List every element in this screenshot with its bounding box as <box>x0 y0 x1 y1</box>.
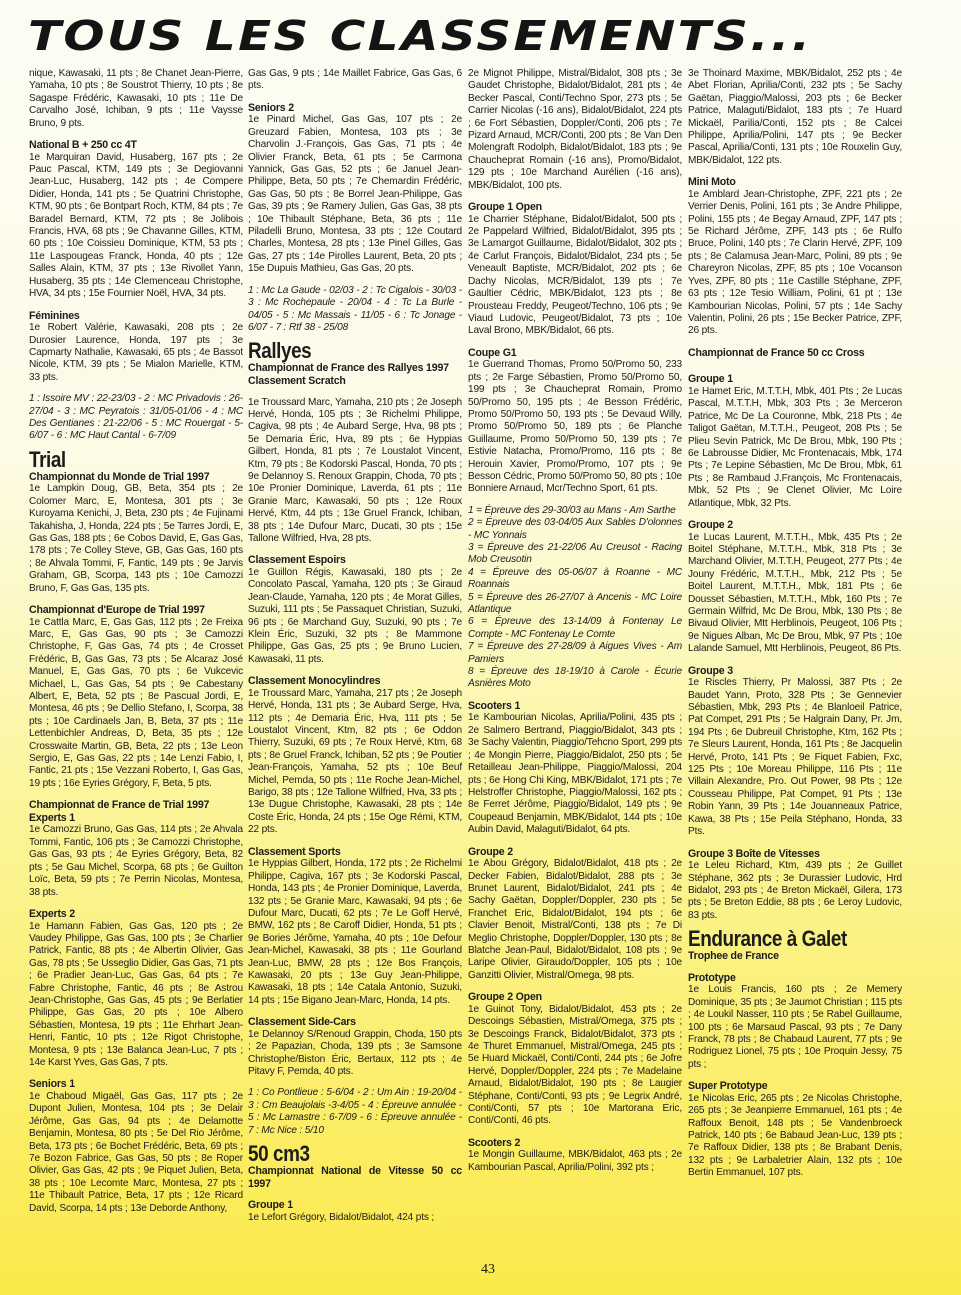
event-notes: 1 : Mc La Gaude - 02/03 - 2 : Tc Cigalois - 30/03 - 3 : Mc Rochepaule - 20/04 - 4 : Tc La Burle - 04/05 - 5 : Mc Massais - 11/05 - 6 : Tc Jonage - 6/07 - 7 : Rtf 38 - 25/08 <box>248 284 462 333</box>
section-heading: Groupe 2 Open <box>468 991 542 1004</box>
section-heading: Classement Sports <box>248 845 341 858</box>
section-heading: Groupe 1 Open <box>468 201 542 214</box>
section-heading: Seniors 2 <box>248 101 294 114</box>
section-heading: Coupe G1 <box>468 346 517 359</box>
results-text: 1e Marquiran David, Husaberg, 167 pts ; 2e Pauc Pascal, KTM, 149 pts ; 3e Degiovanni Jean-Luc, Husaberg, 142 pts ; 4e Compere Didier, Honda, 141 pts ; 5e Quatrini Christophe, KTM, 90 pts ; 6e Bontpart Roch, KTM, 84 pts ; 7e Baradel Bernard, KTM, 72 pts ; 8e Jolibois Francis, HVA, 68 pts ; 9e Chavanne Gilles, KTM, 60 pts ; 10e Coissieu Dominique, KTM, 53 pts ; 11e Laspougeas Franck, Honda, 40 pts ; 12e Salles Alain, KTM, 37 pts ; 13e Rivollet Yann, Husaberg, 35 pts ; 14e Clemenceau Christophe, HVA, 34 pts ; 15e Fournier Noël, HVA, 34 pts. <box>29 151 243 300</box>
results-text: 1e Kambourian Nicolas, Aprilia/Polini, 435 pts ; 2e Salmero Bertrand, Piaggio/Bidalot, 343 pts ; 3e Sachy Valentin, Piaggio/Tehcno Sport, 299 pts ; 4e Mongin Pierre, Piaggio/Bidalot, 250 pts ; 5e Retailleau Jean-Philippe, Piaggio/Malossi, 204 pts ; 6e Hong Chi King, MBK/Bidalot, 171 pts ; 7e Helstroffer Christophe, Piaggio/Malossi, 162 pts ; 8e Ferret Jérôme, Piaggio/Bidalot, 149 pts ; 9e Coupeaud Benjamin, MBK/Bidalot, 144 pts ; 10e Aubin David, Malaguti/Bidalot, 64 pts. <box>468 712 682 836</box>
event-notes: 1 = Épreuve des 29-30/03 au Mans - Am Sarthe <box>468 504 676 516</box>
results-text: 1e Amblard Jean-Christophe, ZPF, 221 pts ; 2e Verrier Denis, Polini, 161 pts ; 3e Andre Philippe, Polini, 155 pts ; 4e Begay Arnaud, ZPF, 147 pts ; 5e Richard Jérôme, ZPF, 143 pts ; 6e Rulfo Bruce, Polini, 140 pts ; 7e Clarin Hervé, ZPF, 109 pts ; 8e Calamusa Jean-Marc, Polini, 89 pts ; 9e Chareyron Nicolas, ZPF, 85 pts ; 10e Vocanson Yves, ZPF, 80 pts ; 11e Castille Stéphane, ZPF, 63 pts ; 12e Tesio William, Polini, 61 pt ; 13e Kambourian Nicolas, Polini, 57 pts ; 14e Sachy Valentin, Polini, 26 pts ; 15e Becker Patrice, ZPF, 26 pts. <box>688 188 902 337</box>
results-text: 1e Lucas Laurent, M.T.T.H., Mbk, 435 Pts ; 2e Boitel Stéphane, M.T.T.H., Mbk, 318 Pts ; 3e Marchand Olivier, M.T.T.H, Peugeot, 277 Pts ; 4e Jouny Frédéric, M.T.T.H., Mbk, 212 Pts ; 5e Boitel Laurent, M.T.T.H., Mbk, 181 Pts ; 6e Dousset Sébastien, M.T.T.H., Mbk, 160 Pts ; 7e Germain Wilfrid, Mc De Brou, Mbk, 130 Pts ; 8e Bivaud Olivier, Mtt Herblinois, Peugeot, 106 Pts ; 9e Nigues Alban, Mc De Brou, Mbk, 97 Pts ; 10e Lalande Samuel, Mtt Herblinois, Peugeot, 86 Pts. <box>688 531 902 655</box>
results-text: 1e Charrier Stéphane, Bidalot/Bidalot, 500 pts ; 2e Pappelard Wilfried, Bidalot/Bidalot, 395 pts ; 3e Lamargot Guillaume, Bidalot/Bidalot, 302 pts ; 4e Carlut François, Bidalot/Bidalot, 234 pts ; 5e Veneault Baptiste, MCR/Bidalot, 202 pts ; 6e Dachy Nicolas, MCR/Bidalot, 139 pts ; 7e Gaultier Cédric, MBK/Bidalot, 123 pts ; 8e Prousteau Freddy, Peugeot/Techno, 106 pts ; 9e Viaud Ludovic, Peugeot/Bidalot, 73 pts ; 10e Laval Brono, MBK/Bidalot, 66 pts. <box>468 213 682 337</box>
section-heading: Féminines <box>29 309 80 322</box>
section-heading: National B + 250 cc 4T <box>29 139 137 152</box>
results-text: 1e Guerrand Thomas, Promo 50/Promo 50, 233 pts ; 2e Farge Sébastien, Promo 50/Promo 50, 199 pts ; 3e Chaucheprat Romain, Promo 50/Promo 50, 195 pts ; 4e Besson Frédéric, Promo 50/Promo 50, 193 pts ; 5e Devaud Willy, Promo 50/Promo 50, 189 pts ; 6e Planche Guillaume, Promo 50/Promo 50, 139 pts ; 7e Estivie Natacha, Promo/Promo, 116 pts ; 8e Herouin Xavier, Promo/Promo, 107 pts ; 9e Besson Cédric, Promo 50/Promo 50, 80 pts ; 10e Bonniere Arnaud, Mcr/Techno Sport, 61 pts. <box>468 359 682 495</box>
results-text: 1e Abou Grégory, Bidalot/Bidalot, 418 pts ; 2e Decker Fabien, Bidalot/Bidalot, 288 pts ; 3e Brunet Laurent, Bidalot/Bidalot, 241 pts ; 4e Sachy Gaëtan, Doppler/Doppler, 230 pts ; 5e Franchet Eric, Bidalot/Bidalot, 194 pts ; 6e Clavier Benoit, Mistral/Conti, 138 pts ; 7e Di Meglio Christophe, Doppler/Doppler, 130 pts ; 8e Blatche Jean-Paul, Bidalot/Bidalot, 108 pts ; 9e Laripe Olivier, Giraudo/Doppler, 105 pts ; 10e Ganzitti Olivier, Mistral/Omega, 98 pts. <box>468 858 682 981</box>
event-notes: 1 : Issoire MV : 22-23/03 - 2 : MC Privadovis : 26-27/04 - 3 : MC Peyratois : 31/05-01/06 - 4 : MC Des Gentianes : 21-22/06 - 5 : MC Rouergat - 5-6/07 - 6 : MC Haut Cantal - 6-7/09 <box>29 393 243 442</box>
event-notes: 6 = Épreuve des 13-14/09 à Fontenay Le Compte - MC Fontenay Le Comte <box>468 616 682 640</box>
results-text: 1e Hamann Fabien, Gas Gas, 120 pts ; 2e Vaudey Philippe, Gas Gas, 100 pts ; 3e Charlier Patrick, Fantic, 88 pts ; 4e Albertin Olivier, Gas Gas, 78 pts ; 5e Usseglio Didier, Gas Gas, 71 pts ; 6e Pradier Jean-Luc, Gas Gas, 64 pts ; 7e Fabre Christophe, Fantic, 46 pts ; 8e Astrou Jean-Christophe, Gas Gas, 45 pts ; 9e Berlatier Philippe, Gas Gas, 20 pts ; 10e Albero Sébastien, Montesa, 19 pts ; 11e Ehrhart Jean-Henri, Fantic, 10 pts ; 12e Rigot Christophe, Montesa, 9 pts ; 13e Balanca Jean-Luc, 7 pts ; 14e Karst Yves, Gas Gas, 7 pts. <box>29 920 243 1068</box>
section-heading: Seniors 1 <box>29 1078 75 1091</box>
results-text: 3e Thoinard Maxime, MBK/Bidalot, 252 pts ; 4e Abet Florian, Aprilia/Conti, 232 pts ; 5e Sachy Gaëtan, Piaggio/Malossi, 203 pts ; 6e Becker Patrice, Malaguti/Bidalot, 183 pts ; 7e Huard Mickaël, Parilia/Conti, 152 pts ; 8e Calcei Philippe, Aprilia/Polini, 147 pts ; 9e Becker Pascal, Aprilia/Conti, 131 pts ; 10e Rouxelin Guy, MBK/Bidalot, 122 pts. <box>688 68 902 166</box>
results-text: 1e Pinard Michel, Gas Gas, 107 pts ; 2e Greuzard Fabien, Montesa, 103 pts ; 3e Charvolin J.-François, Gas Gas, 71 pts ; 4e Olivier Franck, Beta, 61 pts ; 5e Carmona Yannick, Gas Gas, 52 pts ; 6e Januel Jean-Philippe, Beta, 50 pts ; 7e Chemardin Frédéric, Gas Gas, 50 pts ; 8e Borrel Jean-Philippe, Gas Gas, 39 pts ; 9e Ramery Julien, Gas Gas, 38 pts ; 10e Thibault Stéphane, Beta, 36 pts ; 11e Piladelli Bruno, Montesa, 33 pts ; 12e Coutard Charles, Montesa, 28 pts ; 13e Pinel Gilles, Gas Gas, 27 pts ; 14e Pirolles Laurent, Beta, 20 pts ; 15e Dupuis Mathieu, Gas Gas, 20 pts. <box>248 114 462 275</box>
page-title: TOUS LES CLASSEMENTS... <box>28 12 813 60</box>
section-heading: Mini Moto <box>688 176 736 189</box>
results-text: nique, Kawasaki, 11 pts ; 8e Chanet Jean-Pierre, Yamaha, 10 pts ; 8e Soustrot Thierry, 10 pts ; 8e Sagaspe Frédéric, Kawasaki, 10 pts ; 11e De Carvalho José, Ichiban, 9 pts ; 11e Vaysse Bruno, 9 pts. <box>29 68 243 129</box>
section-subheading: Experts 1 <box>29 811 75 824</box>
results-text: 1e Leleu Richard, Ktm, 439 pts ; 2e Guillet Stéphane, 362 pts ; 3e Durassier Ludovic, Hrd Bidalot, 293 pts ; 4e Breton Mickaël, Gilera, 173 pts ; 5e Breton Eddie, 88 pts ; 6e Leroy Ludovic, 83 pts. <box>688 860 902 921</box>
results-text: 1e Hamet Eric, M.T.T.H, Mbk, 401 Pts ; 2e Lucas Pascal, M.T.T.H, Mbk, 303 Pts ; 3e Merceron Patrice, Mc De La Couronne, Mbk, 218 Pts ; 4e Taligot Gaëtan, M.T.T.H., Peugeot, 208 Pts ; 5e Plieu Sevin Patrick, Mc De Brou, Mbk, 190 Pts ; 6e Labrousse Didier, Mc Frontenacais, Mbk, 174 Pts ; 7e Lepine Sébastien, Mc De Brou, Mbk, 61 Pts ; 8e Rambaud J.François, Mc Frontenacais, Mbk, 52 Pts ; 9e Clenet Olivier, Mc Loire Atlantique, Mbk, 32 Pts. <box>688 385 902 509</box>
discipline-title: 50 cm3 <box>248 1141 310 1166</box>
section-heading: Groupe 2 <box>468 845 513 858</box>
section-heading: Scooters 2 <box>468 1136 521 1149</box>
section-heading: Championnat de France de Trial 1997 <box>29 799 210 812</box>
column-2 <box>248 68 462 1224</box>
section-heading: Classement Side-Cars <box>248 1016 356 1029</box>
results-text: 1e Lefort Grégory, Bidalot/Bidalot, 424 pts ; <box>248 1211 435 1223</box>
column-4 <box>688 68 902 1180</box>
section-heading: Groupe 2 <box>688 518 733 531</box>
results-text: Gas Gas, 9 pts ; 14e Maillet Fabrice, Gas Gas, 6 pts. <box>248 68 462 92</box>
section-heading: Trophee de France <box>688 950 779 963</box>
results-text: 2e Mignot Philippe, Mistral/Bidalot, 308 pts ; 3e Gaudet Christophe, Bidalot/Bidalot, 281 pts ; 4e Becker Pascal, Conti/Techno Spor, 273 pts ; 5e Carrier Nicolas (-16 ans), Bidalot/Bidalot, 224 pts ; 6e Fort Sébastien, Doppler/Conti, 206 pts ; 7e Pizard Arnaud, MCR/Conti, 200 pts ; 8e Van Den Molengraft Rodolph, Bidalot/Bidalot, 183 pts ; 9e Chaucheprat Romain (-16 ans), Promo/Bidalot, 129 pts ; 10e Marchand Aurélien (-16 ans), MBK/Bidalot, 100 pts. <box>468 68 682 191</box>
event-notes: 1 : Co Pontlieue : 5-6/04 - 2 : Um Ain : 19-20/04 - 3 : Cm Beaujolais -3-4/05 - 4 : Épreuve annulée - 5 : Mc Lamastre : 6-7/09 - 6 : Épreuve annulée - 7 : Mc Nice : 5/10 <box>248 1087 462 1136</box>
results-text: 1e Troussard Marc, Yamaha, 217 pts ; 2e Joseph Hervé, Honda, 131 pts ; 3e Aubard Serge, Hva, 112 pts ; 4e Demaria Éric, Hva, 111 pts ; 5e Loustalot Vincent, Ktm, 82 pts ; 6e Oddon Thierry, Suzuki, 69 pts ; 7e Roux Hervé, Ktm, 68 pts ; 8e Gruel Franck, Ichiban, 52 pts ; 9e Poutier Jean-François, Yamaha, 52 pts ; 10e Beuf Michel, Pemda, 50 pts ; 11e Roche Jean-Michel, Barigo, 38 pts ; 12e Tallone Wilfried, Hva, 33 pts ; 13e Dugue Christophe, Kawasaki, 28 pts ; 14e Coste Éric, Honda, 24 pts ; 15e Oge Rémi, KTM, 22 pts. <box>248 687 462 836</box>
results-text: 1e Camozzi Bruno, Gas Gas, 114 pts ; 2e Ahvala Tommi, Fantic, 106 pts ; 3e Camozzi Christophe, Gas Gas, 93 pts ; 4e Eyries Grégory, Beta, 82 pts ; 5e Gau Michel, Scorpa, 68 pts ; 6e Guilton Loïc, Beta, 59 pts ; 7e Perrin Nicolas, Montesa, 38 pts. <box>29 824 243 898</box>
event-notes: 5 = Épreuve des 26-27/07 à Ancenis - MC Loire Atlantique <box>468 591 682 616</box>
results-text: 1e Chaboud Migaël, Gas Gas, 117 pts ; 2e Dupont Julien, Montesa, 104 pts ; 3e Delair Jérôme, Gas Gas, 94 pts ; 4e Delamotte Benjamin, Montesa, 80 pts ; 5e Del Rio Jérôme, Beta, 173 pts ; 6e Bochet Frédéric, Beta, 69 pts ; 7e Bozon Fabrice, Gas Gas, 50 pts ; 8e Roper Olivier, Gas Gas, 42 pts ; 9e Piquet Julien, Beta, 38 pts ; 10e Lecomte Marc, Montesa, 27 pts ; 11e Thibault Patrice, Beta, 17 pts ; 12e Ricard David, Scorpa, 14 pts ; 13e Deborde Anthony, <box>29 1090 243 1214</box>
event-notes: 3 = Épreuve des 21-22/06 Au Creusot - Racing Mob Creusotin <box>468 542 682 566</box>
section-heading: Prototype <box>688 971 736 984</box>
page-number: 43 <box>481 1262 495 1277</box>
results-text: 1e Riscles Thierry, Pr Malossi, 387 Pts ; 2e Baudet Yann, Proto, 328 Pts ; 3e Gennevier Sébastien, Mbk, 293 Pts ; 4e Blanloeil Patrice, Pat Compet, 291 Pts ; 5e Halgrain Dany, Pr. Jm, 194 Pts ; 6e Dubreuil Christophe, Ktm, 162 Pts ; 7e Sleurs Laurent, Honda, 161 Pts ; 8e Jacquelin Hervé, Proto, 141 Pts ; 9e Fiquet Fabien, Fxc, 125 Pts ; 10e Moreau Philippe, 116 Pts ; 11e Villain Alexandre, Pro. Out Power, 98 Pts ; 12e Cousseau Philippe, Pat Compet, 91 Pts ; 13e Robin Yann, 39 Pts ; 14e Jouanneaux Patrice, Kawa, 38 Pts ; 15e Peila Stéphano, Honda, 33 Pts. <box>688 677 902 838</box>
section-heading: Groupe 3 <box>688 664 733 677</box>
results-text: 1e Cattla Marc, E, Gas Gas, 112 pts ; 2e Freixa Marc, E, Gas Gas, 90 pts ; 3e Camozzi Christophe, F, Gas Gas, 74 pts ; 4e Crosset Frédéric, B, Gas Gas, 73 pts ; 5e Alcaraz José Manuel, E, Gas Gas, 70 pts ; 6e Vukcevic Michael, L, Gas Gas, 54 pts ; 9e Cabestany Albert, E, Beta, 52 pts ; 8e Pascual Jordi, E, Montesa, 46 pts ; 9e Dellio Stefano, I, Scorpa, 38 pts ; 10e Cardinaels Jan, B, Beta, 37 pts ; 11e Lettenbichler Andreas, D, Beta, 35 pts ; 12e Crosswaite Martin, GB, Beta, 22 pts ; 13e Leon Sergio, E, Gas Gas, 22 pts ; 14e Lenzi Fabio, I, Fantic, 21 pts ; 15e Vezzani Roberto, I, Gas Gas, 19 pts ; 16e Eyries Grégory, F, Beta, 5 pts. <box>29 616 243 789</box>
column-3 <box>468 68 682 1174</box>
section-heading: Super Prototype <box>688 1080 768 1093</box>
results-text: 1e Delannoy S/Renoud Grappin, Choda, 150 pts ; 2e Papazian, Choda, 139 pts ; 3e Samsone Christophe/Biston Éric, Bertaux, 112 pts ; 4e Pitavy F, Pemda, 40 pts. <box>248 1028 462 1077</box>
section-heading: Championnat de France 50 cc Cross <box>688 346 865 359</box>
results-text: 1e Robert Valérie, Kawasaki, 208 pts ; 2e Durosier Laurence, Honda, 197 pts ; 3e Capmarty Nathalie, Kawasaki, 65 pts ; 4e Bassot Nicole, KTM, 39 pts ; 5e Mialon Marielle, KTM, 33 pts. <box>29 322 243 383</box>
event-notes: 2 = Épreuve des 03-04/05 Aux Sables D'olonnes - MC Yonnais <box>468 517 682 541</box>
results-text: 1e Lampkin Doug, GB, Beta, 354 pts ; 2e Colomer Marc, E, Montesa, 301 pts ; 3e Kuroyama Kenichi, J, Beta, 230 pts ; 4e Fujinami Takahisha, J, Honda, 224 pts ; 5e Tarres Jordi, E, Gas Gas, 188 pts ; 6e Cobos David, E, Gas Gas, 178 pts ; 7e Colley Steve, GB, Gas Gas, 160 pts ; 8e Ahvala Tommi, F, Fantic, 149 pts ; 9e Jarvis Graham, GB, Scorpa, 143 pts ; 10e Camozzi Bruno, F, Gas Gas, 135 pts. <box>29 483 243 594</box>
section-heading: Scooters 1 <box>468 699 521 712</box>
discipline-title: Rallyes <box>248 338 312 364</box>
results-text: 1e Louis Francis, 160 pts ; 2e Memery Dominique, 35 pts ; 3e Jaumot Christian ; 115 pts ; 4e Loukil Nasser, 110 pts ; 5e Rabel Guillaume, 100 pts ; 6e Marsaud Pascal, 93 pts ; 7e Dany Franck, 78 pts ; 8e Chabaud Laurent, 77 pts ; 9e Rodriguez Lionel, 75 pts ; 10e Proquin Jessy, 75 pts ; <box>688 984 902 1070</box>
section-heading: Experts 2 <box>29 907 75 920</box>
results-text: 1e Guinot Tony, Bidalot/Bidalot, 453 pts ; 2e Descoings Sébastien, Mistral/Omega, 375 pts ; 3e Descoings Franck, Bidalot/Bidalot, 373 pts ; 4e Thuret Emmanuel, Mistral/Omega, 245 pts ; 5e Huard Mickaël, Conti/Conti, 244 pts ; 6e Jofre Hervé, Doppler/Doppler, 224 pts ; 7e Madelaine Arnaud, Bidalot/Bidalot, 190 pts ; 8e Laugier Stéphane, Conti/Conti, 93 pts ; 9e Legrix André, Conti/Conti, 57 pts ; 10e Martorana Eric, Conti/Conti, 46 pts. <box>468 1003 682 1127</box>
results-text: 1e Guillon Régis, Kawasaki, 180 pts ; 2e Concolato Pascal, Yamaha, 120 pts ; 3e Giraud Jean-Claude, Yamaha, 120 pts ; 4e Morat Gilles, Suzuki, 111 pts ; 5e Passaquet Christian, Suzuki, 96 pts ; 6e Marchand Guy, Suzuki, 90 pts ; 7e Klein Éric, Suzuki, 32 pts ; 8e Mammone Philippe, Gas Gas, 25 pts ; 9e Bruno Lucien, Kawasaki, 11 pts. <box>248 566 462 665</box>
event-notes: 4 = Épreuve des 05-06/07 à Roanne - MC Roannais <box>468 566 682 591</box>
section-heading: Groupe 1 <box>248 1199 293 1212</box>
results-text: 1e Troussard Marc, Yamaha, 210 pts ; 2e Joseph Hervé, Honda, 105 pts ; 3e Richelmi Philippe, Cagiva, 98 pts ; 4e Aubard Serge, Hva, 98 pts ; 5e Demaria Éric, Hva, 89 pts ; 6e Hyppias Gilbert, Honda, 81 pts ; 7e Loustalot Vincent, Ktm, 79 pts ; 8e Kodorski Pascal, Honda, 70 pts ; 9e Delannoy S. Renoux Grappin, Choda, 70 pts ; 10e Pronier Dominique, Laverda, 61 pts ; 11e Granie Marc, Kawasaki, 50 pts ; 12e Roux Hervé, Ktm, 44 pts ; 13e Gruel Franck, Ichiban, 38 pts ; 14e Dufour Marc, Ducati, 30 pts ; 15e Tallone Wilfried, Hva, 28 pts. <box>248 396 462 544</box>
discipline-title: Trial <box>29 446 66 472</box>
discipline-title: Endurance à Galet <box>688 926 847 952</box>
section-subheading: Classement Scratch <box>248 374 346 387</box>
section-heading: Groupe 1 <box>688 373 733 386</box>
section-heading: Championnat du Monde de Trial 1997 <box>29 470 210 483</box>
section-heading: Groupe 3 Boîte de Vitesses <box>688 847 820 860</box>
section-heading: Championnat de France des Rallyes 1997 <box>248 362 449 375</box>
section-heading: Championnat National de Vitesse 50 cc 1997 <box>248 1165 462 1190</box>
results-text: 1e Nicolas Eric, 265 pts ; 2e Nicolas Christophe, 265 pts ; 3e Jeanpierre Emmanuel, 161 pts ; 4e Raffoux Benoit, 148 pts ; 5e Vandenbroeck Patrick, 140 pts ; 6e Babaud Jean-Luc, 139 pts ; 7e Raffoux Didier, 138 pts ; 8e Brabant Denis, 132 pts ; 9e Larbaletrier Alain, 132 pts ; 10e Bertin Emmanuel, 107 pts. <box>688 1092 902 1179</box>
section-heading: Classement Monocylindres <box>248 675 381 688</box>
event-notes: 7 = Épreuve des 27-28/09 à Aigues Vives - Am Pamiers <box>468 641 682 665</box>
event-notes: 8 = Épreuve des 18-19/10 à Carole - Écurie Asnières Moto <box>468 666 682 690</box>
column-1 <box>29 68 243 1215</box>
results-text: 1e Mongin Guillaume, MBK/Bidalot, 463 pts ; 2e Kambourian Pascal, Aprilia/Polini, 392 pts ; <box>468 1149 682 1173</box>
section-heading: Championnat d'Europe de Trial 1997 <box>29 604 205 616</box>
section-heading: Classement Espoirs <box>248 554 346 567</box>
results-text: 1e Hyppias Gilbert, Honda, 172 pts ; 2e Richelmi Philippe, Cagiva, 167 pts ; 3e Kodorski Pascal, Honda, 143 pts ; 4e Pronier Dominique, Laverda, 132 pts ; 5e Granie Marc, Kawasaki, 94 pts ; 6e Dufour Marc, Ducati, 62 pts ; 7e Le Goff Hervé, BMW, 162 pts ; 8e Caroff Didier, Honda, 51 pts ; 9e Bories Jérôme, Yamaha, 40 pts ; 10e Defour Jean-Michel, Kawasaki, 38 pts ; 11e Gourland Jean-Luc, BMW, 28 pts ; 12e Bos François, Kawasaki, 20 pts ; 13e Guy Jean-Philippe, Kawasaki, 18 pts ; 14e Catala Antonio, Suzuki, 14 pts ; 15e Bigano Jean-Marc, Honda, 14 pts. <box>248 858 462 1006</box>
